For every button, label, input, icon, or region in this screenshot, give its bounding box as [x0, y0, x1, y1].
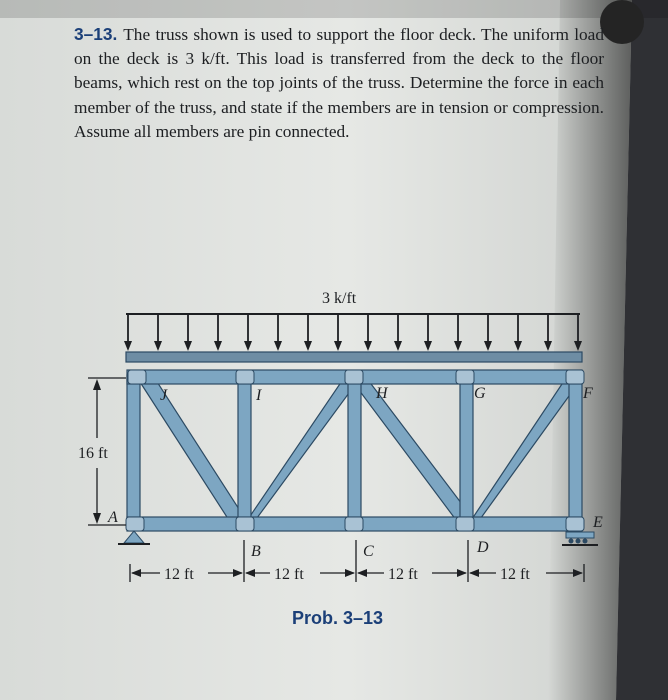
joint-label-A: A — [108, 509, 118, 526]
joint-label-C: C — [363, 543, 374, 560]
span-label-4: 12 ft — [500, 566, 530, 583]
member-DG — [460, 375, 473, 525]
floor-deck — [126, 352, 582, 362]
load-arrow-head — [454, 341, 462, 351]
span-label-2: 12 ft — [274, 566, 304, 583]
load-arrow-head — [244, 341, 252, 351]
member-BI — [238, 375, 251, 525]
load-arrow-head — [394, 341, 402, 351]
problem-text: The truss shown is used to support the floor deck. The uniform load on the deck is 3 k/ft. This load is transferred from the deck to the floor beams, which rest on the top joints of the truss. Determine the force in each member of the truss, and state if the members are in tension or compression. Assume all members are pin connected. — [74, 25, 604, 141]
load-arrow-head — [544, 341, 552, 351]
load-arrow-head — [124, 341, 132, 351]
member-HD — [350, 372, 474, 528]
load-arrow-head — [184, 341, 192, 351]
load-arrow-head — [514, 341, 522, 351]
truss-members — [127, 370, 582, 531]
pin-support-A — [124, 531, 144, 543]
joint-label-G: G — [474, 385, 486, 402]
member-AJ — [127, 375, 140, 525]
member-CH — [348, 375, 361, 525]
joint-label-B: B — [251, 543, 261, 560]
load-arrow-head — [274, 341, 282, 351]
figure-caption: Prob. 3–13 — [292, 608, 384, 628]
joint-label-E: E — [593, 514, 603, 531]
member-EF — [569, 375, 582, 525]
joint-label-H: H — [376, 385, 388, 402]
joint-label-I: I — [256, 387, 262, 404]
load-arrow-head — [424, 341, 432, 351]
span-label-3: 12 ft — [388, 566, 418, 583]
load-arrow-head — [364, 341, 372, 351]
member-JB — [140, 374, 246, 528]
load-label: 3 k/ft — [322, 290, 357, 307]
load-arrow-head — [154, 341, 162, 351]
joint-label-F: F — [583, 385, 593, 402]
load-arrow-head — [334, 341, 342, 351]
joint-label-J: J — [160, 387, 168, 404]
load-arrow-head — [574, 341, 582, 351]
problem-number: 3–13. — [74, 24, 118, 44]
load-arrow-head — [214, 341, 222, 351]
height-label: 16 ft — [78, 445, 108, 462]
load-arrows — [124, 314, 582, 351]
load-arrow-head — [484, 341, 492, 351]
span-label-1: 12 ft — [164, 566, 194, 583]
load-arrow-head — [304, 341, 312, 351]
roller-support-E — [562, 532, 598, 545]
joint-label-D: D — [477, 539, 489, 556]
